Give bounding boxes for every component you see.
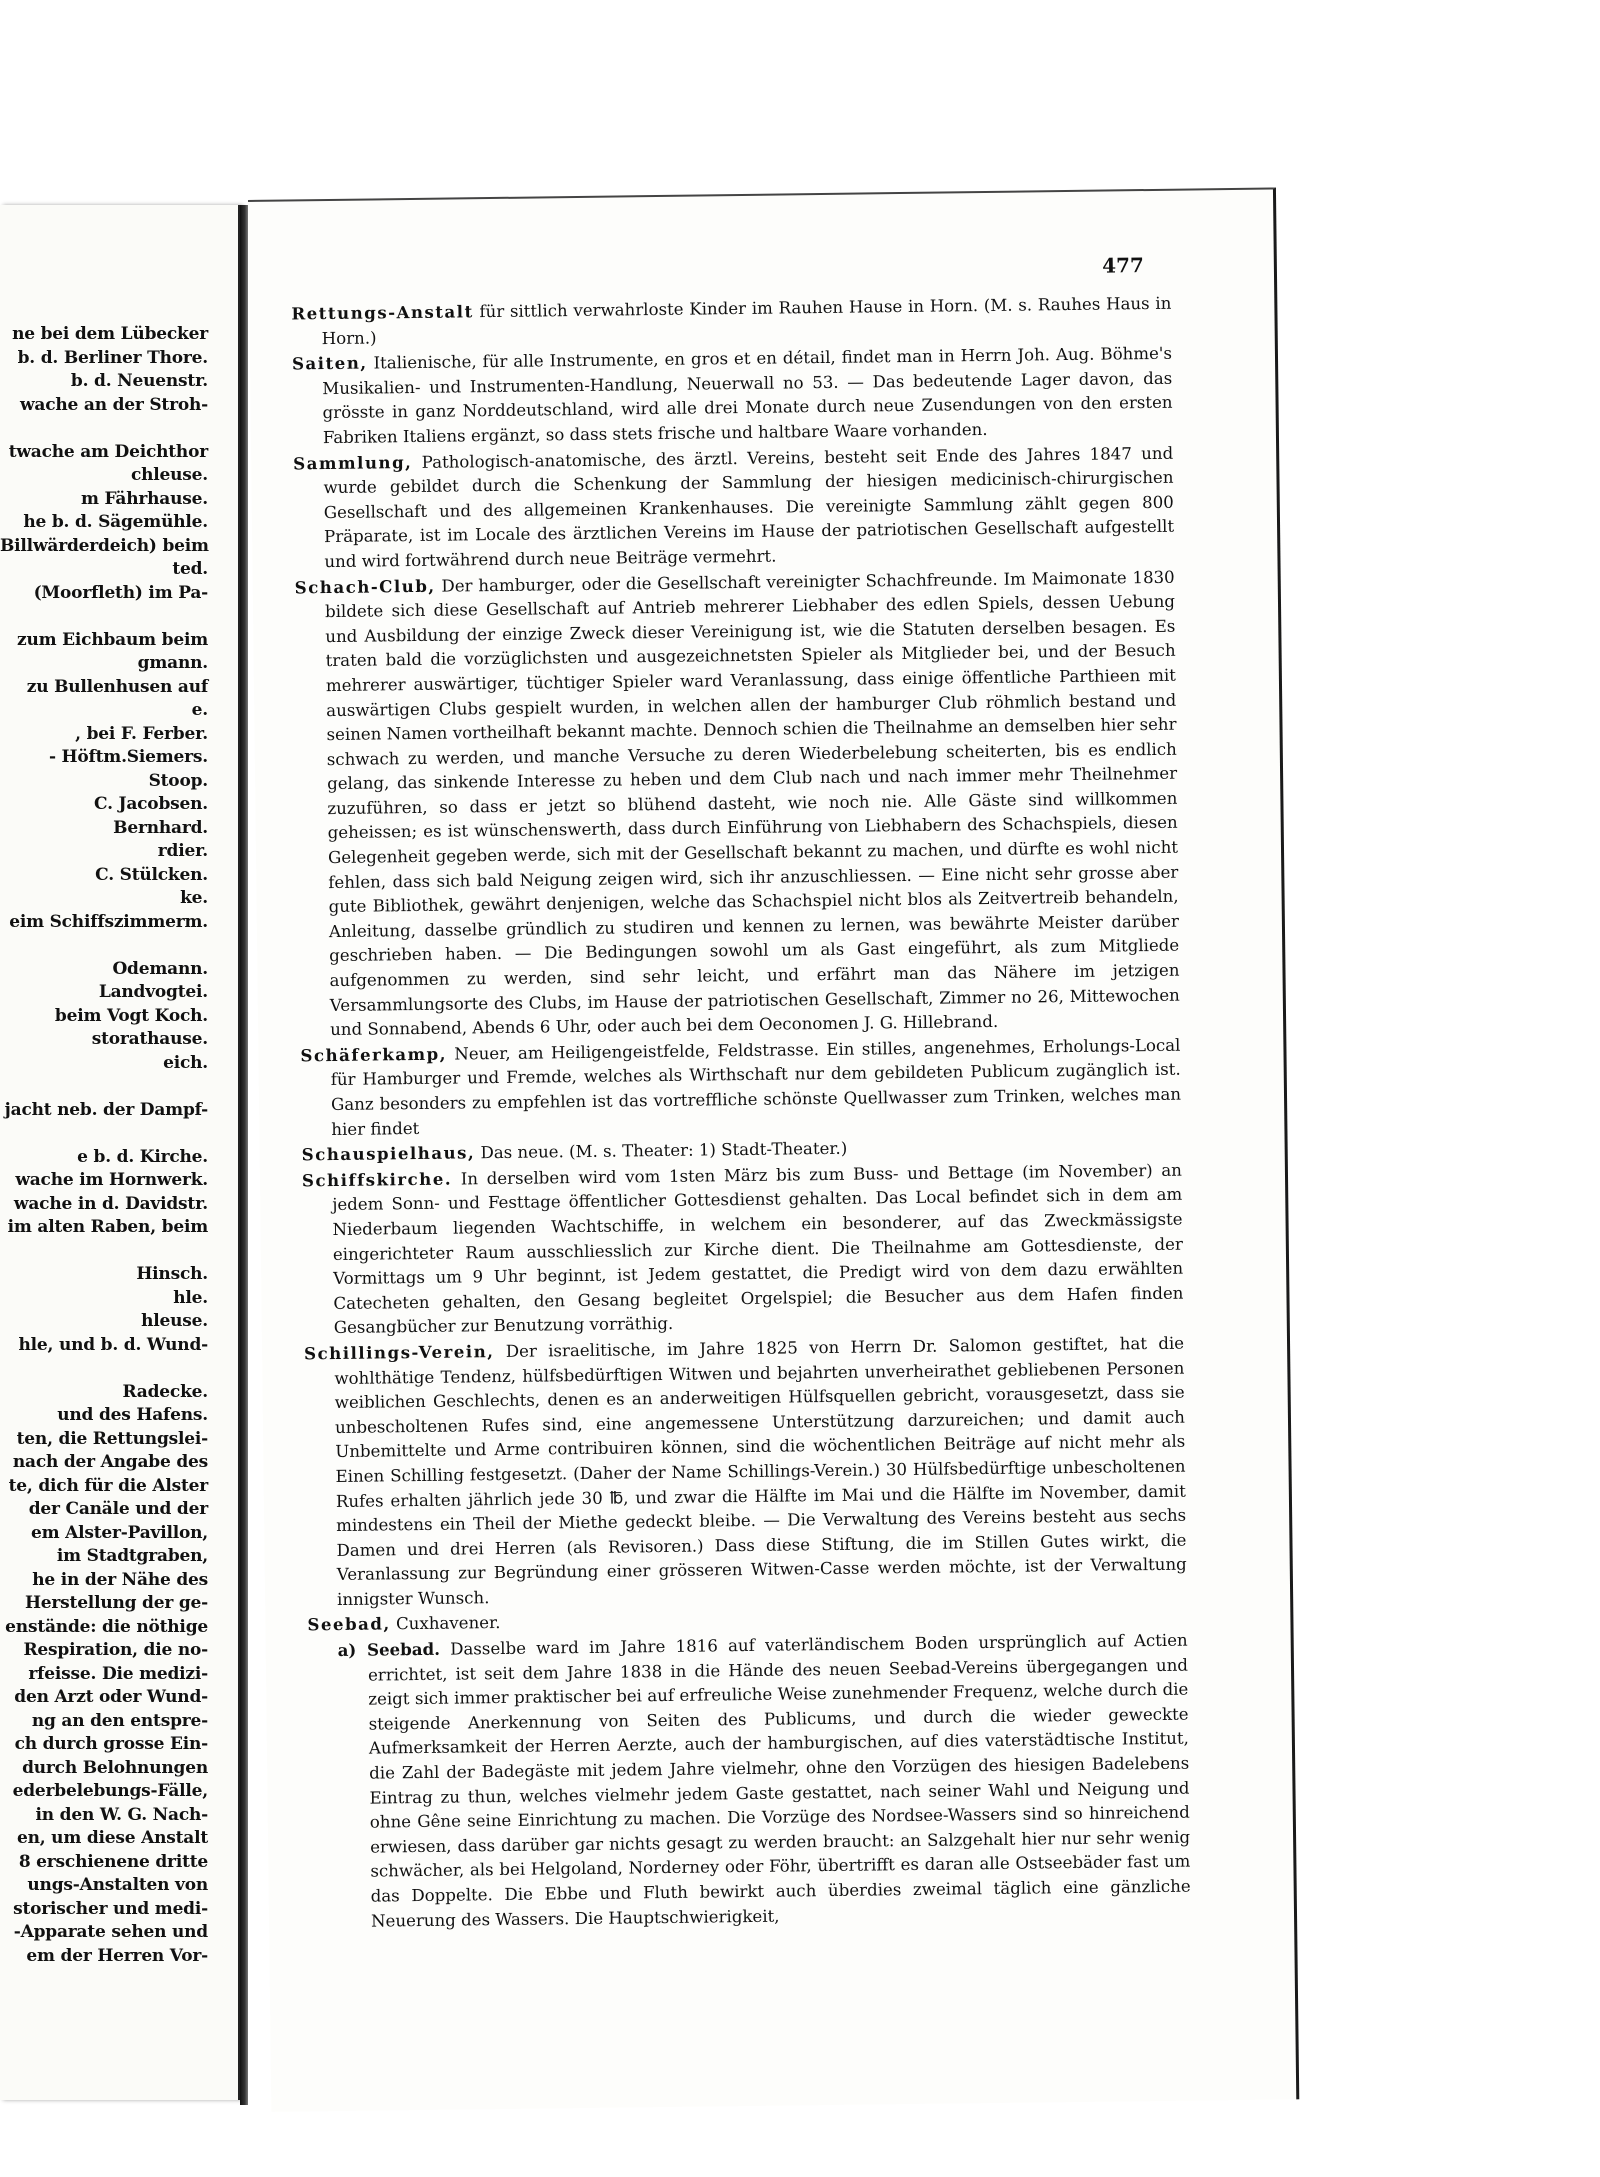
previous-page-line: Landvogtei. — [98, 982, 208, 1002]
sub-entry — [308, 1628, 1192, 1935]
previous-page-line: Herstellung der ge- — [24, 1593, 208, 1613]
current-page — [248, 187, 1299, 2111]
entry-text: Pathologisch-anatomische, des ärztl. Vereins, besteht seit Ende des Jahres 1847 und wurde gebildet durch die Schenkung der Sammlung der hiesigen medicinisch-chirurgischen Gesellschaft und des allgemeinen Krankenhauses. Die vereinigte Sammlung zählt gegen 800 Präparate, ist im Locale des ärztlichen Vereins im Hause der patriotischen Gesellschaft aufgestellt und wird fortwährend durch neue Beiträge vermehrt. — [323, 443, 1175, 572]
entry-headword: Saiten, — [291, 352, 368, 374]
previous-page-line: storathause. — [91, 1029, 208, 1049]
entry-list — [291, 291, 1187, 1639]
previous-page-line: ederbelebungs-Fälle, — [12, 1781, 208, 1801]
entry-text: Cuxhavener. — [390, 1613, 501, 1634]
entry-headword: Schauspielhaus, — [301, 1142, 476, 1165]
previous-page-line: jacht neb. der Dampf- — [4, 1099, 208, 1120]
previous-page-line: b. d. Berliner Thore. — [17, 347, 208, 368]
previous-page-line: zum Eichbaum beim — [17, 629, 208, 650]
previous-page-line: Stoop. — [148, 770, 208, 791]
previous-page-line: rdier. — [157, 841, 208, 861]
previous-page-line: ted. — [172, 559, 208, 579]
previous-page-line: Respiration, die no- — [23, 1640, 208, 1660]
previous-page-line: storischer und medi- — [13, 1898, 208, 1919]
previous-page-line: im alten Raben, beim — [7, 1217, 208, 1237]
previous-page-line — [0, 1240, 238, 1264]
previous-page-line — [0, 417, 238, 441]
previous-page-line: nach der Angabe des — [12, 1452, 208, 1472]
entry — [293, 440, 1174, 575]
previous-page-line: 8 erschienene dritte — [18, 1851, 208, 1872]
entry-headword: Schäferkamp, — [300, 1043, 448, 1066]
previous-page-line: chleuse. — [130, 465, 208, 485]
previous-page-line: eim Schiffszimmerm. — [9, 911, 208, 932]
previous-page-line: C. Jacobsen. — [94, 794, 208, 814]
previous-page-line: den Arzt oder Wund- — [14, 1687, 208, 1707]
previous-page-line: hleuse. — [141, 1311, 208, 1331]
previous-page-line — [0, 1357, 238, 1381]
entry-headword: Schach-Club, — [294, 575, 436, 597]
previous-page-line: wache im Hornwerk. — [15, 1170, 208, 1190]
previous-page-line: wache an der Stroh- — [19, 394, 208, 415]
entry — [300, 1032, 1181, 1142]
entry-text: Das neue. (M. s. Theater: 1) Stadt-Theater.) — [475, 1138, 848, 1163]
previous-page-line: Odemann. — [112, 958, 208, 979]
previous-page-line: ke. — [180, 888, 208, 908]
page-body — [291, 291, 1191, 1935]
entry-headword: Seebad, — [307, 1613, 391, 1635]
previous-page-line: he in der Nähe des — [32, 1569, 208, 1590]
previous-page-line: , bei F. Ferber. — [75, 723, 208, 744]
previous-page-line: ch durch grosse Ein- — [14, 1734, 208, 1754]
page-number: 477 — [1101, 253, 1145, 278]
previous-page-line: beim Vogt Koch. — [54, 1005, 208, 1026]
previous-page-line: hle. — [173, 1287, 208, 1308]
previous-page-line: Radecke. — [122, 1381, 208, 1402]
previous-page-line: ne bei dem Lübecker — [12, 324, 208, 344]
sub-entry-label: a) Seebad. — [337, 1638, 441, 1661]
book-gutter — [240, 205, 248, 2105]
entry-text: Der israelitische, im Jahre 1825 von Herrn Dr. Salomon gestiftet, hat die wohlthätige Tendenz, hülfsbedürftigen Witwen und bejahrten unverheirathet gebliebenen Personen weiblichen Geschlechts, denen es an anderweitigen Hülfsquellen gebricht, vorausgesetzt, dass sie unbescholtenen Rufes sind, eine angemessene Unterstützung darzureichen; und damit auch Unbemittelte und Arme contribuiren können, sind die wöchentlichen Beiträge auf nicht mehr als Einen Schilling festgesetzt. (Daher der Name Schillings-Verein.) 30 Hülfsbedürftige unbescholtenen Rufes erhalten jährlich jede 30 ℔, und zwar die Hälfte im Mai und die Hälfte im November, damit mindestens ein Theil der Miethe gedeckt bleibe. — Die Verwaltung des Vereins besteht aus sechs Damen und drei Herren (als Revisoren.) Dass diese Stiftung, die im Stillen Gutes wirkt, die Veranlassung zur Begründung einer grösseren Witwen-Casse werden möchte, ist der Verwaltung innigster Wunsch. — [334, 1333, 1187, 1609]
previous-page-line: b. d. Neuenstr. — [70, 371, 208, 391]
previous-page-line: em Alster-Pavillon, — [30, 1522, 208, 1543]
entry-text: Der hamburger, oder die Gesellschaft vereinigter Schachfreunde. Im Maimonate 1830 bildete sich diese Gesellschaft auf Antrieb mehrerer Liebhaber des edlen Spiels, dessen Uebung und Ausbildung der einzige Zweck dieser Vereinigung ist, wie die Statuten derselben besagen. Es traten bald die vorzüglichsten und ausgezeichnetsten Spieler als Mitglieder bei, und der Besuch mehrerer auswärtiger, tüchtiger Spieler ward Veranlassung, dass einige öffentliche Parthieen mit auswärtigen Clubs gespielt wurden, in welchen allen der hamburger Club röhmlich bestand und seinen Namen vortheilhaft bekannt machte. Dennoch schien die Theilnahme an demselben hier sehr schwach zu werden, und manche Versuche zu deren Wiederbelebung scheiterten, bis es endlich gelang, das sinkende Interesse zu heben und dem Club nach und nach immer mehr Theilnehmer zuzuführen, so dass er jetzt so blühend dasteht, wie noch nie. Alle Gäste sind willkommen geheissen; es ist wünschenswerth, dass durch Einführung von Liebhabern des Schachspiels, diesen Gelegenheit gegeben werde, sich mit der Gesellschaft bekannt zu machen, und dürfte es wohl nicht fehlen, dass sich bald Neigung zeigen wird, sich ihr anzuschliessen. — Eine nicht sehr grosse aber gute Bibliothek, gewährt denjenigen, welche das Schachspiel nicht blos als Zeitvertreib behandeln, Anleitung, dasselbe gründlich zu studiren und kennen zu lernen, was bewährte Meister darüber geschrieben haben. — Die Bedingungen sowohl um als Gast eingeführt, als zum Mitgliede aufgenommen zu werden, sind sehr leicht, und erfährt man das Nähere im jetzigen Versammlungsorte des Clubs, im Hause der patriotischen Gesellschaft, Zimmer no 26, Mittewochen und Sonnabend, Abends 6 Uhr, oder auch bei dem Oeconomen J. G. Hillebrand. — [324, 567, 1180, 1040]
entry — [292, 341, 1173, 451]
previous-page-line: gmann. — [137, 653, 208, 673]
entry-text: In derselben wird vom 1sten März bis zum Buss- und Bettage (im November) an jedem Sonn- und Festtage öffentlicher Gottesdienst gehalten. Das Local befindet sich in dem am Niederbaum liegenden Wachtschiffe, in welchem ein besonderer, auf das Zweckmässigste eingerichteter Raum ausschliesslich zur Kirche dient. Die Theilnahme am Gottesdienste, der Vormittags um 9 Uhr beginnt, ist Jedem gestattet, die Predigt wird von dem dazu erwählten Catecheten gehalten, den Gesang begleitet Orgelspiel; die Besucher aus dem Hafen finden Gesangbücher zur Benutzung vorräthig. — [332, 1160, 1184, 1338]
previous-page-line: e b. d. Kirche. — [77, 1146, 208, 1167]
previous-page-line — [0, 1122, 238, 1146]
entry-headword: Schillings-Verein, — [303, 1341, 495, 1364]
previous-page-line: em der Herren Vor- — [26, 1945, 208, 1966]
previous-page-line: e. — [191, 700, 208, 720]
previous-page-line: twache am Deichthor — [8, 441, 208, 462]
previous-page-line: en, um diese Anstalt — [16, 1828, 208, 1848]
previous-page-line: Bernhard. — [113, 817, 208, 838]
previous-page-line: im Stadtgraben, — [56, 1546, 208, 1566]
entry — [304, 1331, 1187, 1613]
previous-page-line: durch Belohnungen — [22, 1757, 208, 1778]
entry — [302, 1157, 1184, 1341]
entry-headword: Sammlung, — [293, 451, 413, 474]
previous-page-line: m Fährhause. — [80, 488, 208, 509]
previous-page-line — [0, 934, 238, 958]
previous-page-line: -Apparate sehen und — [13, 1922, 208, 1942]
previous-page-line — [0, 605, 238, 629]
previous-page-line: wache in d. Davidstr. — [13, 1193, 208, 1214]
entry — [295, 564, 1181, 1043]
previous-page-line: ten, die Rettungslei- — [16, 1428, 208, 1449]
previous-page-line: eich. — [163, 1052, 208, 1073]
entry-text: Italienische, für alle Instrumente, en gros et en détail, findet man in Herrn Joh. Aug. Böhme's Musikalien- und Instrumenten-Handlung, Neuerwall no 53. — Das bedeutende Lager davon, das grösste in ganz Norddeutschland, wird alle drei Monate durch neue Zusendungen von den ersten Fabriken Italiens ergänzt, so dass stets frische und haltbare Waare vorhanden. — [322, 343, 1173, 448]
previous-page-line: Hinsch. — [136, 1264, 208, 1284]
previous-page-line: ng an den entspre- — [31, 1710, 208, 1731]
previous-page-line: der Canäle und der — [28, 1499, 208, 1519]
sub-entry-text: Dasselbe ward im Jahre 1816 auf vaterländischem Boden ursprünglich auf Actien errichtet, ist seit dem Jahre 1838 in die Hände des neuen Seebad-Vereins übergegangen und zeigt sich immer praktischer bei auf erfreuliche Weise zunehmender Frequenz, welche durch die steigende Anerkennung von Seiten des Publicums, und durch die wieder geweckte Aufmerksamkeit der Herren Aerzte, auch der hamburgischen, auf dies vaterstädtische Institut, die Zahl der Badegäste mit jedem Jahre vielmehr, ohne den Vorzügen des hiesigen Badelebens Eintrag zu thun, welches vielmehr jedem Gaste gestattet, nach seiner Wahl und Neigung und ohne Gêne seine Einrichtung zu machen. Die Vorzüge des Nordsee-Wassers sind so hinreichend erwiesen, dass darüber gar nichts gesagt zu werden braucht: an Salzgehalt hier nur sehr wenig schwächer, als bei Helgoland, Norderney oder Föhr, übertrifft es daran alle Ostseebäder fast um das Doppelte. Die Ebbe und Fluth bewirkt auch überdies zweimal täglich eine gänzliche Neuerung des Wassers. Die Hauptschwierigkeit, — [367, 1630, 1191, 1931]
previous-page-line: te, dich für die Alster — [8, 1475, 208, 1496]
entry-headword: Schiffskirche. — [301, 1168, 453, 1191]
previous-page-line: zu Bullenhusen auf — [26, 676, 208, 697]
previous-page-line: enstände: die nöthige — [5, 1616, 208, 1637]
previous-page-line: (Moorfleth) im Pa- — [33, 582, 208, 603]
previous-page-line: - Höftm.Siemers. — [48, 747, 208, 767]
entry-headword: Rettungs-Anstalt — [291, 301, 474, 324]
previous-page-line: C. Stülcken. — [95, 864, 208, 885]
previous-page-line — [0, 1075, 238, 1099]
previous-page-line: he b. d. Sägemühle. — [23, 512, 208, 532]
previous-page-text — [0, 323, 238, 1968]
previous-page — [0, 205, 240, 2100]
previous-page-line: hle, und b. d. Wund- — [18, 1334, 208, 1355]
entry-text: für sittlich verwahrloste Kinder im Rauhen Hause in Horn. (M. s. Rauhes Haus in Horn.) — [321, 293, 1172, 348]
previous-page-line: ungs-Anstalten von — [27, 1875, 208, 1895]
entry-text: Neuer, am Heiligengeistfelde, Feldstrasse. Ein stilles, angenehmes, Erholungs-Local für Hamburger und Fremde, welches als Wirthschaft nur dem gebildeten Publicum zugänglich ist. Ganz besonders zu empfehlen ist das vortreffliche schönste Quellwasser zum Trinken, welches man hier findet — [330, 1035, 1182, 1139]
previous-page-line: Billwärderdeich) beim — [0, 535, 209, 556]
previous-page-line: in den W. G. Nach- — [35, 1804, 208, 1825]
previous-page-line: rfeisse. Die medizi- — [28, 1663, 208, 1684]
previous-page-line: und des Hafens. — [57, 1405, 208, 1425]
